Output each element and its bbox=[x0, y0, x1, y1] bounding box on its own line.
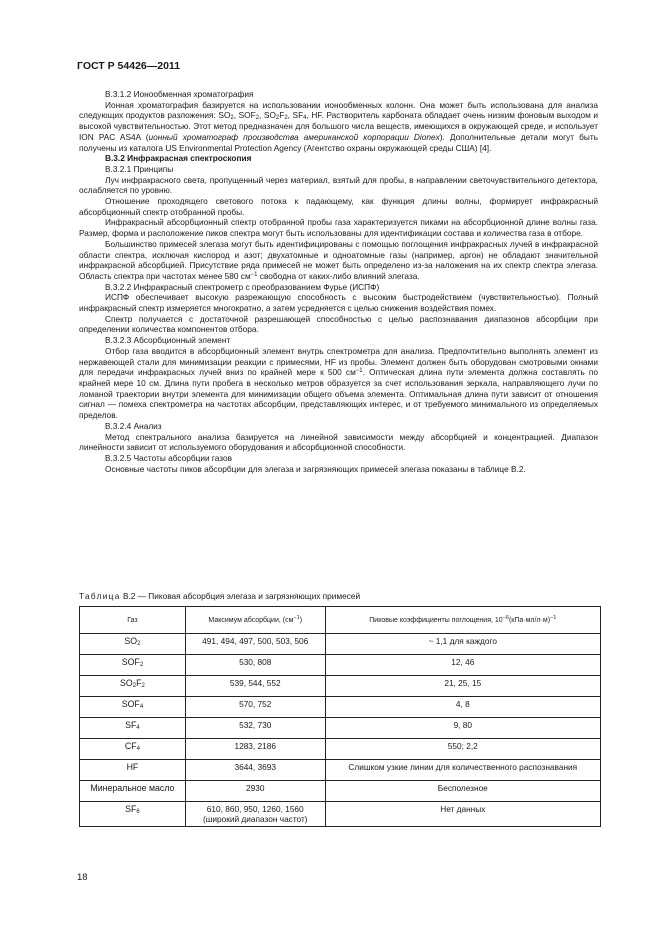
document-body bbox=[79, 89, 598, 474]
table-cell: 12, 46 bbox=[325, 655, 600, 676]
table-cell: 9, 80 bbox=[325, 718, 600, 739]
table-cell: HF bbox=[80, 760, 186, 781]
table-cell: ~ 1,1 для каждого bbox=[325, 634, 600, 655]
table-cell: SF6 bbox=[80, 802, 186, 827]
table-cell: SO2 bbox=[80, 634, 186, 655]
table-row bbox=[80, 802, 601, 827]
table-cell: 1283, 2186 bbox=[185, 739, 325, 760]
table-row bbox=[80, 655, 601, 676]
table-cell: SOF2 bbox=[80, 655, 186, 676]
body-paragraph: Основные частоты пиков абсорбции для элегаза и загрязняющих примесей элегаза показаны в таблице В.2. bbox=[105, 463, 526, 474]
column-header: Пиковые коэффициенты поглощения, $10^{-6}(кПа\cdot мл/л\cdot м)^{-1}$ bbox=[325, 607, 600, 634]
body-paragraph: В.3.1.2 Ионообменная хроматография bbox=[105, 89, 254, 99]
table-row bbox=[80, 697, 601, 718]
table-row bbox=[80, 781, 601, 802]
table-cell: SOF4 bbox=[80, 697, 186, 718]
table-caption-text: В.2 — Пиковая абсорбция элегаза и загрязняющих примесей bbox=[120, 591, 361, 601]
body-paragraph: В.3.2.2 Инфракрасный спектрометр с преобразованием Фурье (ИСПФ) bbox=[105, 281, 380, 292]
table-cell: 530, 808 bbox=[185, 655, 325, 676]
table-cell: Слишком узкие линии для количественного распознавания bbox=[325, 760, 600, 781]
body-paragraph: В.3.2.3 Абсорбционный элемент bbox=[105, 335, 231, 346]
table-cell: CF4 bbox=[80, 739, 186, 760]
column-header: Газ bbox=[80, 607, 186, 634]
table-cell: 539, 544, 552 bbox=[185, 676, 325, 697]
absorption-table bbox=[79, 606, 601, 827]
table-cell: SO2F2 bbox=[80, 676, 186, 697]
table-cell: Минеральное масло bbox=[80, 781, 186, 802]
table-cell: Нет данных bbox=[325, 802, 600, 827]
body-paragraph: Ионная хроматография базируется на использовании ионообменных колонн. Она может быть использована для анализа следующих продуктов разложения: SO2, SOF2, SO2F2, SF4, HF. Растворитель карбоната обладает очень низким фоновым выходом и высокой чувствительностью. Этот метод предназначен для большого числа веществ, имеющихся в окружающей среде, и использует ION PAC AS4A (ионный хроматограф производства американской корпорации Dionex). Дополнительные детали могут быть получены из каталога US Environmental Protection Agency (Агентство охраны окружающей среды США) [4]. bbox=[79, 99, 598, 153]
table-cell: 532, 730 bbox=[185, 718, 325, 739]
body-paragraph: Инфракрасный абсорбционный спектр отобранной пробы газа характеризуется пиками на абсорбционной длине волны газа. Размер, форма и расположение пиков спектра могут быть использованы для идентификации состава и количества газа в отборе. bbox=[79, 217, 598, 239]
table-row bbox=[80, 760, 601, 781]
table-cell: 2930 bbox=[185, 781, 325, 802]
table-caption-label: Таблица bbox=[79, 591, 121, 601]
body-paragraph: Спектр получается с достаточной разрешающей способностью с целью распознавания диапазонов абсорбции при определении количества компонентов отбора. bbox=[79, 313, 598, 335]
body-paragraph: Метод спектрального анализа базируется на линейной зависимости между абсорбцией и концентрацией. Диапазон линейности зависит от используемого оборудования и абсорбционной способности. bbox=[79, 431, 598, 453]
table-row bbox=[80, 739, 601, 760]
table-cell: SF4 bbox=[80, 718, 186, 739]
body-paragraph: Луч инфракрасного света, пропущенный через материал, взятый для пробы, в направлении светочувствительного детектора, ослабляется по уровню. bbox=[79, 174, 598, 196]
body-paragraph: ИСПФ обеспечивает высокую разрежающую способность с высоким быстродействием (чувствительностью). Полный инфракрасный спектр измеряется многократно, а затем усредняется с целью снижения воздействия помех. bbox=[79, 292, 598, 314]
table-row bbox=[80, 676, 601, 697]
body-paragraph: Большинство примесей элегаза могут быть идентифицированы с помощью поглощения инфракрасных лучей в инфракрасной области спектра, исключая кислород и азот; двухатомные и одноатомные газы (например, аргон) не обладают значительной инфракрасной абсорбцией. Присутствие ряда примесей не может быть определено из-за наложения на их спектр спектра элегаза. Область спектра при частотах менее 580 $см^{-1}$ свободна от каких-либо влияний элегаза. bbox=[79, 238, 598, 281]
table-body bbox=[80, 634, 601, 827]
table-cell: 21, 25, 15 bbox=[325, 676, 600, 697]
table-cell: 610, 860, 950, 1260, 1560 (широкий диапазон частот) bbox=[185, 802, 325, 827]
body-paragraph: Отбор газа вводится в абсорбционный элемент внутрь спектрометра для анализа. Предпочтительно выполнять элемент из нержавеющей стали для минимизации реакции с примесями, HF из пробы. Элемент должен быть оборудован смотровыми окнами для передачи инфракрасных лучей вниз по крайней мере к 500 $см^{-1}$. Оптическая длина пути элемента должна составлять по крайней мере 10 см. Длина пути пробега в несколько метров образуется за счет использования зеркала, направляющего лучи по ломаной траектории внутри элемента для минимизации общего объема элемента. Оптимальная длина пути зависит от отношения сигнал — помеха спектрометра на частотах абсорбции, представляющих интерес, и от требуемого минимального из определяемых пределов. bbox=[79, 345, 598, 421]
table-row bbox=[80, 634, 601, 655]
table-cell: Бесполезное bbox=[325, 781, 600, 802]
body-paragraph: В.3.2.4 Анализ bbox=[105, 420, 162, 431]
table-cell: 550; 2,2 bbox=[325, 739, 600, 760]
document-header: ГОСТ Р 54426—2011 bbox=[77, 60, 181, 72]
table-cell: 491, 494, 497, 500, 503, 506 bbox=[185, 634, 325, 655]
body-paragraph: В.3.2.1 Принципы bbox=[105, 163, 174, 174]
table-caption bbox=[79, 591, 360, 601]
table-header-row bbox=[80, 607, 601, 634]
body-paragraph: В.3.2.5 Частоты абсорбции газов bbox=[105, 452, 233, 463]
table-cell: 3644, 3693 bbox=[185, 760, 325, 781]
column-header: Максимум абсорбции, $(см^{-1})$ bbox=[185, 607, 325, 634]
table-cell: 570, 752 bbox=[185, 697, 325, 718]
body-paragraph: Отношение проходящего светового потока к падающему, как функция длины волны, формирует инфракрасный абсорбционный спектр отобранной пробы. bbox=[79, 196, 598, 217]
page-number: 18 bbox=[77, 872, 88, 883]
section-heading: В.3.2 Инфракрасная спектроскопия bbox=[105, 153, 252, 164]
table-row bbox=[80, 718, 601, 739]
table-cell: 4, 8 bbox=[325, 697, 600, 718]
